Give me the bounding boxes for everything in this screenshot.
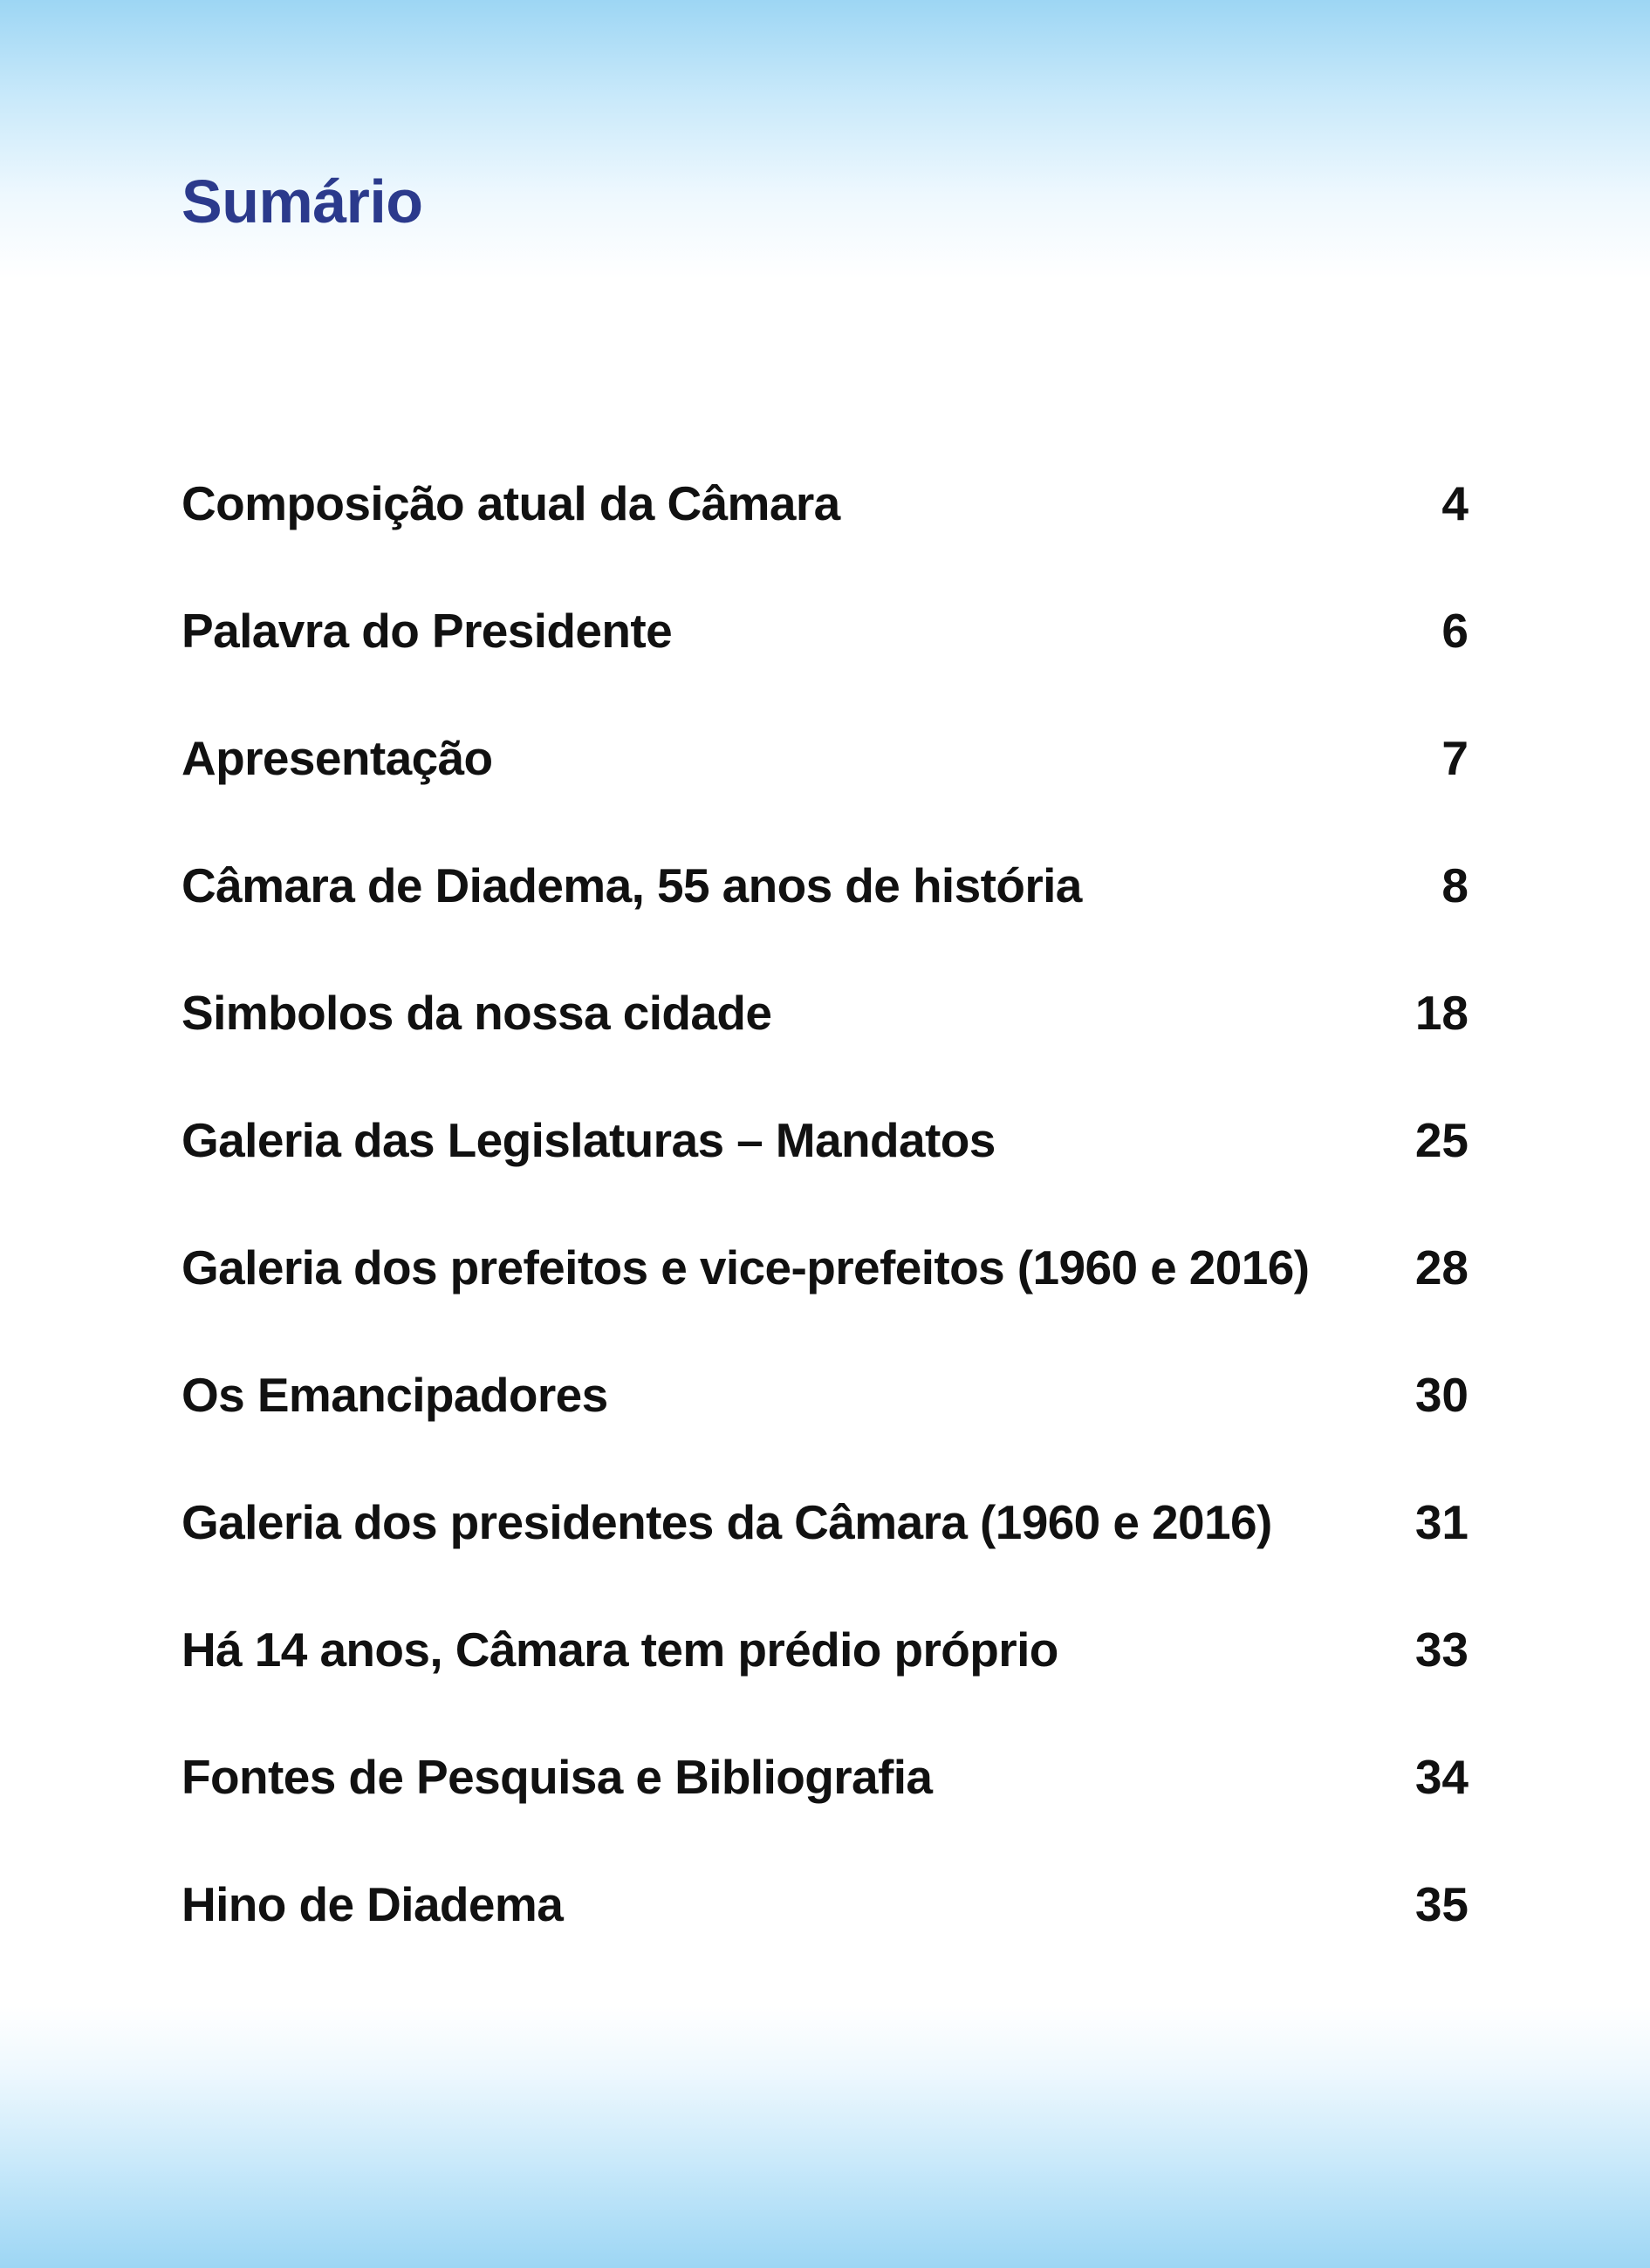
toc-entry-page-number: 33 (1414, 1622, 1469, 1677)
toc-entry-page-number: 28 (1414, 1240, 1469, 1295)
toc-entry-page-number: 35 (1414, 1876, 1469, 1931)
toc-entry-composicao[interactable] (181, 440, 1469, 567)
bottom-gradient-band (0, 2006, 1650, 2268)
toc-entry-simbolos[interactable] (181, 949, 1469, 1076)
toc-entry-emancipadores[interactable] (181, 1331, 1469, 1458)
toc-entry-label: Galeria das Legislaturas – Mandatos (181, 1112, 996, 1167)
page-title: Sumário (181, 167, 423, 236)
toc-entry-label: Composição atual da Câmara (181, 475, 840, 530)
toc-entry-label: Apresentação (181, 730, 493, 785)
toc-entry-label: Hino de Diadema (181, 1876, 564, 1931)
toc-entry-page-number: 4 (1441, 475, 1469, 530)
toc-entry-prefeitos[interactable] (181, 1204, 1469, 1331)
toc-entry-label: Fontes de Pesquisa e Bibliografia (181, 1749, 933, 1804)
toc-entry-presidentes[interactable] (181, 1458, 1469, 1586)
toc-entry-page-number: 7 (1441, 730, 1469, 785)
toc-entry-label: Palavra do Presidente (181, 603, 673, 658)
top-gradient-band (0, 0, 1650, 279)
toc-entry-page-number: 30 (1414, 1367, 1469, 1422)
toc-entry-legislaturas[interactable] (181, 1076, 1469, 1204)
toc-entry-historia[interactable] (181, 822, 1469, 949)
toc-entry-predio-proprio[interactable] (181, 1586, 1469, 1713)
toc-entry-page-number: 25 (1414, 1112, 1469, 1167)
toc-entry-label: Galeria dos presidentes da Câmara (1960 e 2016) (181, 1494, 1272, 1549)
toc-entry-label: Os Emancipadores (181, 1367, 608, 1422)
toc-entry-fontes[interactable] (181, 1713, 1469, 1841)
toc-entry-label: Simbolos da nossa cidade (181, 985, 772, 1040)
toc-entry-palavra-do-presidente[interactable] (181, 567, 1469, 694)
table-of-contents (181, 440, 1469, 1968)
toc-entry-page-number: 6 (1441, 603, 1469, 658)
toc-entry-page-number: 18 (1414, 985, 1469, 1040)
toc-entry-label: Há 14 anos, Câmara tem prédio próprio (181, 1622, 1058, 1677)
toc-entry-page-number: 34 (1414, 1749, 1469, 1804)
toc-entry-apresentacao[interactable] (181, 694, 1469, 822)
toc-entry-label: Galeria dos prefeitos e vice-prefeitos (1960 e 2016) (181, 1240, 1310, 1295)
toc-entry-page-number: 31 (1414, 1494, 1469, 1549)
toc-entry-hino[interactable] (181, 1841, 1469, 1968)
toc-entry-label: Câmara de Diadema, 55 anos de história (181, 857, 1082, 912)
toc-entry-page-number: 8 (1441, 857, 1469, 912)
